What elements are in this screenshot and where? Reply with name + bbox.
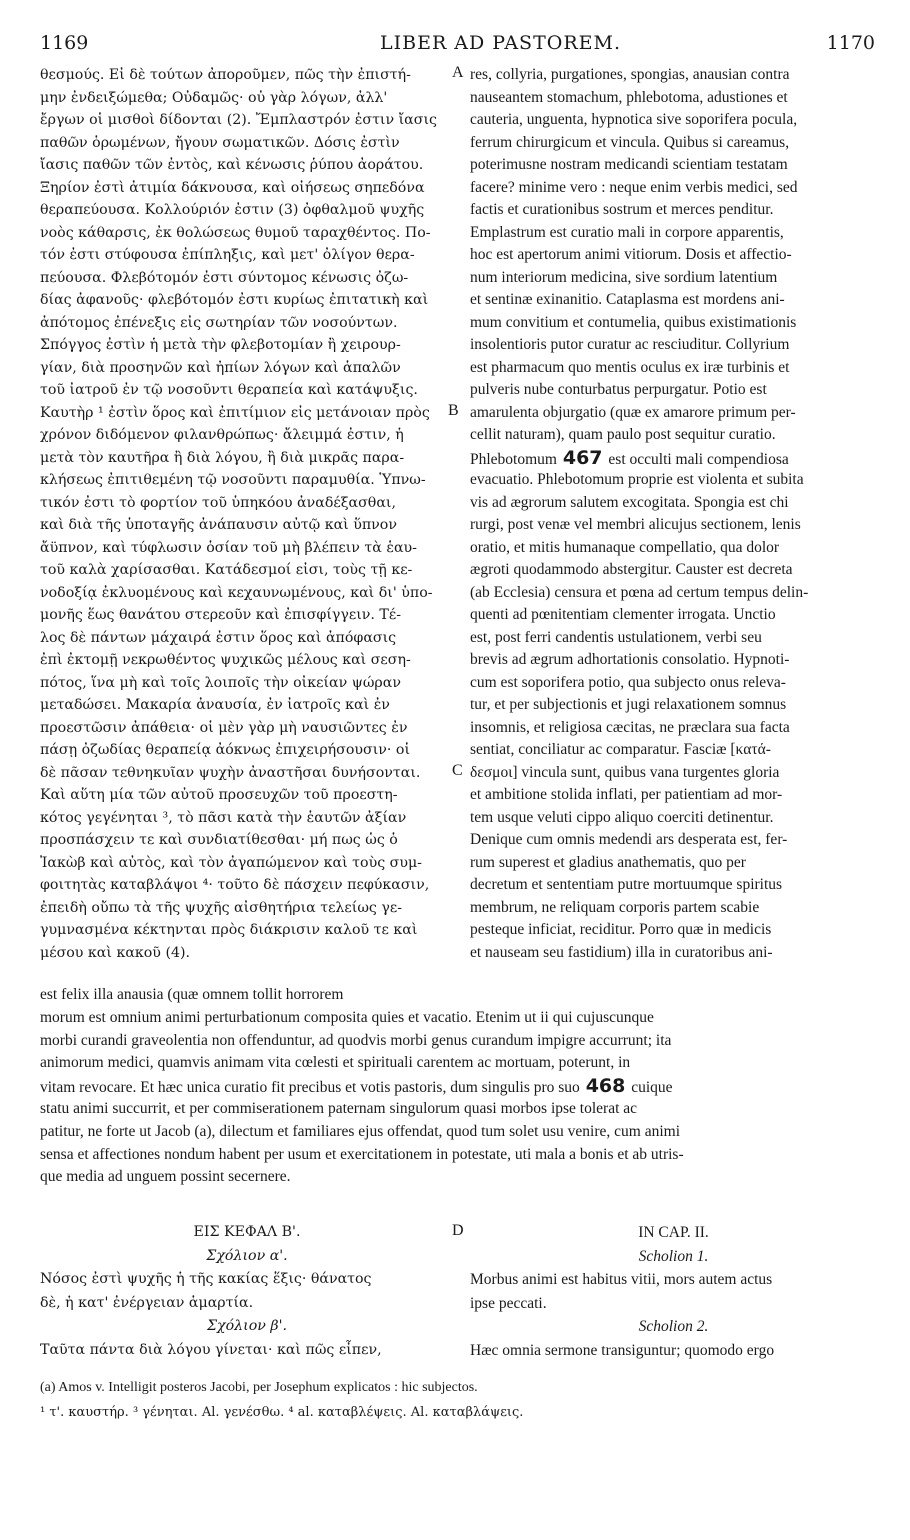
latin-text-line: facere? minime vero : neque enim verbis medici, sed: [470, 178, 798, 196]
greek-text-line: μονῆς ἕως θανάτου στερεοῦν καὶ ἐπισφίγγειν. Τέ-: [40, 607, 402, 623]
greek-scholia-heading: ΕΙΣ ΚΕΦΑΛ Β'.: [193, 1224, 301, 1240]
latin-text-line: rum superest et gladius anathematis, quo per: [470, 853, 746, 871]
greek-text-line: μην ἐνδειξώμεθα; Οὐδαμῶς· οὐ γὰρ λόγων, ἀλλ': [40, 89, 388, 106]
greek-text-line: τοῦ ἰατροῦ ἐν τῷ νοσοῦντι θεραπεία καὶ κατάψυξις.: [40, 382, 418, 398]
greek-text-line: χρόνον διδόμενον φιλανθρώπως· ἄλειμμά ἐστιν, ἡ: [40, 427, 404, 443]
greek-text-line: γίαν, διὰ προσηνῶν καὶ ἠπίων λόγων καὶ ἁπαλῶν: [40, 359, 401, 376]
latin-scholion-2-title: Scholion 2.: [638, 1318, 709, 1335]
latin-text-line: (ab Ecclesia) censura et pœna ad certum tempus delin-: [470, 583, 809, 601]
latin-text-line: et nauseam seu fastidium) illa in curatoribus ani-: [470, 943, 773, 961]
latin-text-line: amarulenta objurgatio (quæ ex amarore primum per-: [470, 403, 796, 421]
greek-text-line: Ξηρίον ἐστὶ ἀτιμία δάκνουσα, καὶ οἰήσεως σηπεδόνα: [40, 179, 425, 196]
page-number-right: 1170: [826, 32, 875, 54]
greek-text-line: θεσμούς. Εἰ δὲ τούτων ἀποροῦμεν, πῶς τὴν ἐπιστή-: [40, 67, 411, 83]
full-text-line: morum est omnium animi perturbationum composita quies et vacatio. Etenim ut ii qui cujuscunque: [40, 1008, 654, 1026]
greek-text-line: ἔργων οἱ μισθοὶ δίδονται (2). Ἔμπλαστρόν ἐστιν ἴασις: [40, 112, 437, 128]
greek-text-line: δίας ἀφανοῦς· φλεβότομόν ἐστι κυρίως ἐπιτατικὴ καὶ: [40, 292, 429, 308]
full-text-line: sensa et affectiones nondum habent per usum et exercitationem in potestate, uti mala a bonis et ab utris-: [40, 1145, 684, 1163]
full-text-line: statu animi succurrit, et per commiserationem paternam singulorum quasi morbos ipse tolerat ac: [40, 1099, 638, 1117]
full-width-paragraph: [40, 984, 878, 1189]
latin-text-line: ægroti quodammodo abstergitur. Causter est decreta: [470, 561, 793, 578]
running-title: LIBER AD PASTOREM.: [380, 32, 621, 54]
latin-text-line: poterimusne nostram medicandi scientiam testatam: [470, 156, 788, 173]
latin-text-line: ferrum chirurgicum et vincula. Quibus si careamus,: [470, 133, 790, 151]
full-text-line: est felix illa anausia (quæ omnem tollit horrorem: [40, 986, 344, 1003]
latin-text-line: cellit naturam), quam paulo post sequitur curatio.: [470, 426, 776, 443]
greek-text-line: μετὰ τὸν καυτῆρα ἢ διὰ λόγου, ἢ διὰ μικρᾶς παρα-: [40, 449, 405, 466]
greek-scholia: [40, 1221, 454, 1362]
column-number: 467: [562, 446, 603, 469]
greek-scholion-2-line: Ταῦτα πάντα διὰ λόγου γίνεται· καὶ πῶς εἶπεν,: [40, 1341, 382, 1358]
latin-text-line: nauseantem stomachum, phlebotoma, adustiones et: [470, 88, 788, 106]
greek-text-line: τικόν ἐστι τὸ φορτίον τοῦ ὑπηκόου ἀναδέξασθαι,: [40, 494, 396, 511]
latin-text-line: quenti ad pœnitentiam clementer irrogata. Unctio: [470, 606, 776, 623]
latin-text-line: membrum, ne reliquam corporis partem scabie: [470, 898, 760, 916]
greek-text-line: Καὶ αὕτη μία τῶν αὐτοῦ προσευχῶν τοῦ προεστη-: [40, 787, 398, 803]
footnote-a: (a) Amos v. Intelligit posteros Jacobi, per Josephum explicatos : hic subjectos.: [40, 1380, 478, 1395]
latin-text-line: decretum et sententiam putre mortuumque spiritus: [470, 876, 783, 893]
full-text-line: vitam revocare. Et hæc unica curatio fit precibus et votis pastoris, dum singulis pro suo 468 cuique: [40, 1075, 673, 1098]
latin-text-line: Emplastrum est curatio mali in corpore apparentis,: [470, 223, 784, 241]
latin-text-line: hoc est apertorum animi vitiorum. Dosis et affectio-: [470, 246, 792, 263]
greek-text-line: ἴασις παθῶν τῶν ἐντὸς, καὶ κένωσις ῥύπου ἀοράτου.: [40, 157, 424, 173]
greek-text-line: νοὸς κάθαρσις, ἐκ θολώσεως θυμοῦ ταραχθέντος. Πο-: [40, 224, 431, 241]
greek-text-line: Ἰακὼβ καὶ αὐτὸς, καὶ τὸν ἀγαπώμενον καὶ τοὺς συμ-: [40, 854, 422, 871]
latin-text-line: oratio, et mitis humanaque compellatio, qua dolor: [470, 538, 780, 556]
latin-text-line: mum convitium et contumelia, quibus existimationis: [470, 313, 797, 331]
greek-text-line: ἄϋπνον, καὶ τύφλωσιν ὁσίαν τοῦ μὴ βλέπειν τὰ ἑαυ-: [40, 539, 417, 556]
full-text-line: animorum medici, quamvis animam vita cœlesti et spirituali carentem ac mortuam, poterunt, in: [40, 1054, 631, 1072]
greek-text-line: πάσῃ ὀζωδίας θεραπείᾳ ἀόκνως ἐπιχειρήσουσιν· οἱ: [40, 742, 411, 758]
latin-text-line: δεσμοι] vincula sunt, quibus vana turgentes gloria: [470, 763, 780, 781]
latin-column: [470, 64, 877, 964]
margin-letter-a: A: [452, 64, 464, 81]
greek-text-line: πότος, ἵνα μὴ καὶ τοῖς λοιποῖς τὴν οἰκείαν ψώραν: [40, 674, 401, 691]
greek-text-line: προσπάσχειν τε καὶ συνδιατίθεσθαι· μή πως ὡς ὁ: [40, 832, 398, 848]
greek-text-line: τοῦ καλὰ χαρίσασθαι. Κατάδεσμοί εἰσι, τοὺς τῇ κε-: [40, 562, 413, 578]
full-text-line: que media ad unguem possint secernere.: [40, 1168, 291, 1186]
footnote-variants: ¹ τ'. καυστήρ. ³ γένηται. Al. γενέσθω. ⁴ al. καταβλέψεις. Al. καταβλάψεις.: [40, 1405, 524, 1420]
greek-text-line: τόν ἐστι στύφουσα ἐπίπληξις, καὶ μετ' ὀλίγον θερα-: [40, 247, 415, 263]
latin-text-line: cauteria, unguenta, hypnotica sive soporifera pocula,: [470, 111, 798, 128]
latin-text-line: insolentioris putor curatur ac resciuditur. Collyrium: [470, 336, 790, 353]
latin-scholion-1-title: Scholion 1.: [638, 1247, 709, 1265]
latin-text-line: est, post ferri candentis ustulationem, verbi seu: [470, 628, 762, 646]
latin-scholia-heading: IN CAP. II.: [638, 1224, 709, 1241]
latin-text-line: sentiat, conciliatur ac comparatur. Fasciæ [κατά-: [470, 741, 771, 758]
latin-scholion-1-line: ipse peccati.: [470, 1294, 547, 1312]
latin-text-line: et sentinæ exinanitio. Cataplasma est mordens ani-: [470, 291, 785, 308]
latin-text-line: Phlebotomum 467 est occulti mali compendiosa: [470, 446, 789, 469]
greek-text-line: θεραπεύουσα. Κολλούριόν ἐστιν (3) ὀφθαλμοῦ ψυχῆς: [40, 202, 425, 218]
greek-scholion-1-line: δὲ, ἡ κατ' ἐνέργειαν ἁμαρτία.: [40, 1294, 254, 1311]
greek-text-line: κλήσεως ἐπιτιθεμένη τῷ νοσοῦντι παραμυθία. Ὑπνω-: [40, 472, 426, 488]
latin-text-line: et ambitione stolida inflati, per patientiam ad mor-: [470, 786, 783, 803]
greek-text-line: φοιτητὰς καταβλάψοι ⁴· τοῦτο δὲ πάσχειν πεφύκασιν,: [40, 877, 430, 893]
greek-scholion-2-title: Σχόλιον β'.: [206, 1318, 287, 1334]
greek-text-line: ἐπὶ ἐκτομῇ νεκρωθέντος ψυχικῶς μέλους καὶ σεση-: [40, 652, 411, 668]
latin-text-line: rurgi, post venæ vel membri alicujus sectionem, lenis: [470, 516, 801, 533]
margin-letter-c: C: [452, 762, 463, 779]
latin-text-line: res, collyria, purgationes, spongias, anausian contra: [470, 66, 790, 83]
greek-text-line: γυμνασμένα κέκτηνται πρὸς διάκρισιν καλοῦ τε καὶ: [40, 922, 418, 938]
latin-text-line: tem usque veluti cippo aliquo coerciti detinentur.: [470, 808, 774, 826]
greek-scholion-1-line: Νόσος ἐστὶ ψυχῆς ἡ τῆς κακίας ἕξις· θάνατος: [40, 1271, 372, 1287]
greek-text-line: νοδοξίᾳ ἐκλυομένους καὶ κεχαυνωμένους, καὶ δι' ὑπο-: [40, 584, 433, 601]
latin-scholion-2-line: Hæc omnia sermone transiguntur; quomodo ergo: [470, 1341, 775, 1359]
latin-text-line: pulveris nube conturbatus perpurgatur. Potio est: [470, 381, 767, 398]
greek-text-line: προεστῶσιν ἀπάθεια· οἱ μὲν γὰρ μὴ ναυσιῶντες ἐν: [40, 719, 408, 736]
greek-text-line: μεταδώσει. Μακαρία ἀναυσία, ἐν ἰατροῖς καὶ ἐν: [40, 697, 390, 713]
full-text-line: morbi curandi graveolentia non offenduntur, ad quodvis morbi genus curandum impigre accurrunt; ita: [40, 1031, 672, 1049]
greek-text-line: παθῶν ὁρωμένων, ἤγουν σωματικῶν. Δόσις ἐστὶν: [40, 134, 400, 151]
greek-text-line: δὲ πᾶσαν τεθνηκυῖαν ψυχὴν ἀναστῆσαι δυνήσονται.: [40, 764, 421, 781]
greek-scholion-1-title: Σχόλιον α'.: [206, 1247, 288, 1264]
latin-text-line: num interiorum medicina, sive sordium latentium: [470, 268, 778, 286]
latin-text-line: pesteque inficiat, reciditur. Porro quæ in medicis: [470, 921, 772, 938]
greek-text-line: κότος γεγένηται ³, τὸ πᾶσι κατὰ τὴν ἑαυτῶν ἀξίαν: [40, 809, 407, 826]
greek-text-line: μέσου καὶ κακοῦ (4).: [40, 944, 191, 961]
latin-scholion-1-line: Morbus animi est habitus vitii, mors autem actus: [470, 1271, 773, 1288]
footnotes: [40, 1375, 878, 1425]
greek-text-line: Σπόγγος ἐστὶν ἡ μετὰ τὴν φλεβοτομίαν ἢ χειρουρ-: [40, 337, 401, 353]
latin-text-line: Denique cum omnis medendi ars desperata est, fer-: [470, 831, 788, 848]
running-header: [40, 32, 875, 60]
margin-letter-d: D: [452, 1222, 464, 1239]
greek-text-line: ἐπειδὴ οὔπω τὰ τῆς ψυχῆς αἰσθητήρια τελείως γε-: [40, 899, 402, 916]
greek-text-line: ἀπότομος ἐπένεξις εἰς σωτηρίαν τῶν νοσούντων.: [40, 314, 398, 331]
full-text-line: patitur, ne forte ut Jacob (a), dilectum et familiares ejus offendat, quod tum solet usu venire, cum animi: [40, 1122, 681, 1140]
latin-text-line: brevis ad ægrum adhortationis consolatio. Hypnoti-: [470, 651, 790, 668]
latin-text-line: tur, et per subjectionis et jugi relaxationem somnus: [470, 696, 787, 713]
greek-text-line: λος δὲ πάντων μάχαιρά ἐστιν ὅρος καὶ ἀπόφασις: [40, 629, 397, 646]
margin-letter-b: B: [448, 402, 459, 419]
latin-text-line: insomnis, et religiosa cæcitas, ne præclara sua facta: [470, 718, 790, 736]
greek-text-line: Καυτὴρ ¹ ἐστὶν ὅρος καὶ ἐπιτίμιον εἰς μετάνοιαν πρὸς: [40, 404, 430, 421]
greek-text-line: καὶ διὰ τῆς ὑποταγῆς ἀνάπαυσιν αὐτῷ καὶ ὕπνον: [40, 517, 397, 533]
latin-text-line: vis ad ægrorum salutem excogitata. Spongia est chi: [470, 493, 789, 511]
greek-text-line: πεύουσα. Φλεβότομόν ἐστι σύντομος κένωσις ὀζω-: [40, 269, 409, 286]
latin-text-line: factis et curationibus sostrum et merces penditur.: [470, 201, 774, 218]
column-number: 468: [585, 1075, 626, 1098]
latin-scholia: [470, 1221, 877, 1362]
latin-text-line: cum est soporifera potio, qua subjecto onus releva-: [470, 673, 786, 691]
latin-text-line: est pharmacum quo mentis oculus ex iræ turbinis et: [470, 358, 790, 376]
greek-column: [40, 64, 454, 964]
page-number-left: 1169: [40, 32, 89, 54]
latin-text-line: evacuatio. Phlebotomum proprie est violenta et subita: [470, 471, 804, 488]
